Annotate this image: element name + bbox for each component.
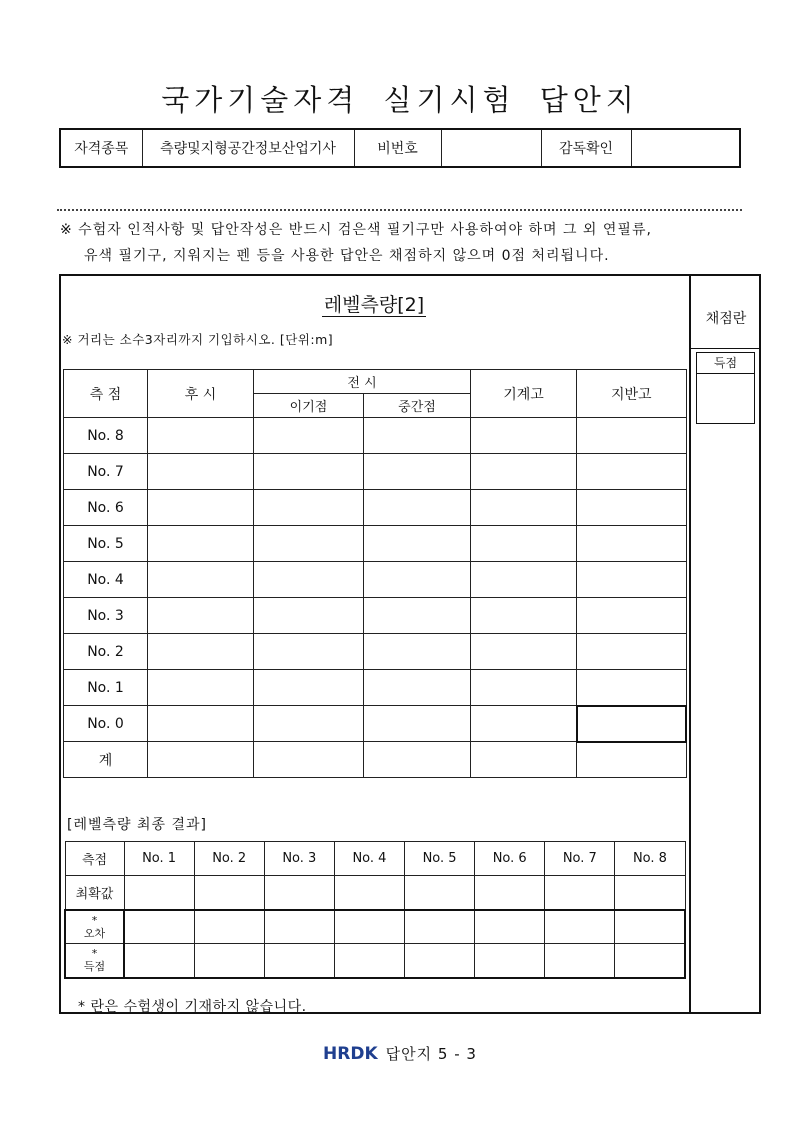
- answer-cell[interactable]: [471, 742, 577, 778]
- final-answer-cell[interactable]: [475, 944, 545, 978]
- final-station-header: No. 3: [264, 842, 334, 876]
- final-answer-cell[interactable]: [264, 876, 334, 910]
- grading-line: [691, 348, 761, 349]
- answer-cell[interactable]: [471, 490, 577, 526]
- answer-cell[interactable]: [364, 634, 471, 670]
- answer-cell[interactable]: [471, 526, 577, 562]
- final-answer-cell[interactable]: [124, 944, 194, 978]
- final-answer-cell[interactable]: [545, 910, 615, 944]
- answer-cell[interactable]: [254, 634, 364, 670]
- final-answer-cell[interactable]: [334, 910, 404, 944]
- grading-label: 채점란: [705, 311, 747, 327]
- final-answer-cell[interactable]: [405, 876, 475, 910]
- page-title: 국가기술자격 실기시험 답안지: [161, 83, 639, 117]
- station-label: No. 7: [64, 454, 148, 490]
- final-answer-cell[interactable]: [124, 910, 194, 944]
- answer-cell[interactable]: [364, 742, 471, 778]
- col-intermediate-point: 중간점: [364, 394, 471, 418]
- answer-cell[interactable]: [254, 490, 364, 526]
- final-answer-cell[interactable]: [334, 876, 404, 910]
- col-instrument-height: 기계고: [471, 370, 577, 418]
- final-result-label: [레벨측량 최종 결과]: [67, 817, 208, 833]
- answer-cell[interactable]: [254, 454, 364, 490]
- answer-cell[interactable]: [148, 742, 254, 778]
- station-label: No. 4: [64, 562, 148, 598]
- answer-cell[interactable]: [577, 562, 687, 598]
- answer-cell[interactable]: [577, 742, 687, 778]
- station-label: No. 1: [64, 670, 148, 706]
- answer-cell[interactable]: [254, 526, 364, 562]
- answer-cell[interactable]: [148, 634, 254, 670]
- answer-cell[interactable]: [577, 526, 687, 562]
- station-label: No. 2: [64, 634, 148, 670]
- exam-header-table: [59, 128, 741, 168]
- answer-cell[interactable]: [148, 598, 254, 634]
- notice: [60, 217, 750, 269]
- answer-cell[interactable]: [148, 490, 254, 526]
- final-station-header: No. 8: [615, 842, 685, 876]
- answer-cell[interactable]: [577, 706, 687, 742]
- answer-cell[interactable]: [254, 742, 364, 778]
- final-answer-cell[interactable]: [615, 876, 685, 910]
- hrdk-logo: HRDK: [323, 1044, 378, 1064]
- table-row: [64, 454, 687, 490]
- score-box: [696, 352, 755, 424]
- supervisor-field[interactable]: [631, 129, 740, 167]
- answer-cell[interactable]: [577, 598, 687, 634]
- final-answer-cell[interactable]: [405, 910, 475, 944]
- answer-cell[interactable]: [471, 418, 577, 454]
- answer-cell[interactable]: [577, 490, 687, 526]
- answer-cell[interactable]: [254, 670, 364, 706]
- answer-cell[interactable]: [364, 670, 471, 706]
- final-error-label: [65, 910, 124, 944]
- answer-cell[interactable]: [577, 418, 687, 454]
- score-label: 득점: [697, 353, 754, 374]
- section-title: [59, 290, 689, 317]
- answer-cell[interactable]: [471, 670, 577, 706]
- final-station-header: No. 6: [475, 842, 545, 876]
- final-station-header: No. 1: [124, 842, 194, 876]
- table-row: [64, 418, 687, 454]
- answer-cell[interactable]: [254, 706, 364, 742]
- col-foresight: 전 시: [254, 370, 471, 394]
- station-label: No. 0: [64, 706, 148, 742]
- answer-cell[interactable]: [148, 706, 254, 742]
- col-ground-height: 지반고: [577, 370, 687, 418]
- col-turning-point: 이기점: [254, 394, 364, 418]
- answer-cell[interactable]: [148, 526, 254, 562]
- answer-cell[interactable]: [364, 454, 471, 490]
- col-station: 측 점: [64, 370, 148, 418]
- answer-cell[interactable]: [254, 562, 364, 598]
- table-row: [64, 490, 687, 526]
- final-answer-cell[interactable]: [475, 910, 545, 944]
- notice-line-1: ※ 수험자 인적사항 및 답안작성은 반드시 검은색 필기구만 사용하여야 하며 그 외 연필류,: [60, 222, 652, 238]
- final-answer-cell[interactable]: [124, 876, 194, 910]
- final-answer-cell[interactable]: [264, 944, 334, 978]
- final-answer-cell[interactable]: [264, 910, 334, 944]
- answer-cell[interactable]: [148, 454, 254, 490]
- answer-cell[interactable]: [471, 598, 577, 634]
- foot-note: * 란은 수험생이 기재하지 않습니다.: [78, 999, 307, 1015]
- section-note: ※ 거리는 소수3자리까지 기입하시오. [단위:m]: [62, 332, 334, 347]
- answer-cell[interactable]: [364, 490, 471, 526]
- answer-cell[interactable]: [364, 526, 471, 562]
- table-row: [64, 562, 687, 598]
- table-row: [64, 634, 687, 670]
- answer-cell[interactable]: [364, 418, 471, 454]
- final-station-header: No. 2: [194, 842, 264, 876]
- answer-cell[interactable]: [148, 670, 254, 706]
- divider: [57, 209, 742, 211]
- final-answer-cell[interactable]: [545, 944, 615, 978]
- final-value-label: 최확값: [65, 876, 124, 910]
- final-answer-cell[interactable]: [475, 876, 545, 910]
- page-number: 답안지 5 - 3: [385, 1045, 477, 1063]
- answer-cell[interactable]: [254, 598, 364, 634]
- answer-cell[interactable]: [577, 670, 687, 706]
- answer-cell[interactable]: [471, 454, 577, 490]
- final-answer-cell[interactable]: [615, 944, 685, 978]
- answer-cell[interactable]: [471, 706, 577, 742]
- answer-cell[interactable]: [364, 706, 471, 742]
- answer-cell[interactable]: [254, 418, 364, 454]
- final-answer-cell[interactable]: [194, 910, 264, 944]
- final-answer-cell[interactable]: [334, 944, 404, 978]
- error-text: 오차: [83, 926, 106, 940]
- field-label: 자격종목: [60, 129, 142, 167]
- field-value: 측량및지형공간정보산업기사: [142, 129, 354, 167]
- station-label: No. 6: [64, 490, 148, 526]
- answer-cell[interactable]: [471, 562, 577, 598]
- answer-cell[interactable]: [577, 634, 687, 670]
- final-answer-cell[interactable]: [194, 876, 264, 910]
- score-star: *: [91, 947, 98, 961]
- station-label: No. 5: [64, 526, 148, 562]
- answer-cell[interactable]: [364, 562, 471, 598]
- station-label: 계: [64, 742, 148, 778]
- final-score-label: [65, 944, 124, 978]
- answer-cell[interactable]: [577, 454, 687, 490]
- score-text: 득점: [83, 960, 106, 974]
- final-answer-cell[interactable]: [194, 944, 264, 978]
- station-label: No. 3: [64, 598, 148, 634]
- final-station-header: No. 4: [334, 842, 404, 876]
- grading-divider: [689, 274, 691, 1014]
- final-header-label: 측점: [65, 842, 124, 876]
- final-station-header: No. 7: [545, 842, 615, 876]
- col-backsight: 후 시: [148, 370, 254, 418]
- level-table: [63, 369, 687, 778]
- answer-cell[interactable]: [364, 598, 471, 634]
- table-row: [64, 706, 687, 742]
- final-answer-cell[interactable]: [615, 910, 685, 944]
- table-row: [64, 742, 687, 778]
- table-row: [64, 670, 687, 706]
- answer-cell[interactable]: [148, 562, 254, 598]
- answer-cell[interactable]: [471, 634, 577, 670]
- table-row: [64, 526, 687, 562]
- section-title-text: 레벨측량[2]: [323, 294, 425, 316]
- final-station-header: No. 5: [405, 842, 475, 876]
- final-answer-cell[interactable]: [545, 876, 615, 910]
- final-answer-cell[interactable]: [405, 944, 475, 978]
- number-label: 비번호: [354, 129, 441, 167]
- supervisor-label: 감독확인: [541, 129, 631, 167]
- station-label: No. 8: [64, 418, 148, 454]
- notice-line-2: 유색 필기구, 지워지는 펜 등을 사용한 답안은 채점하지 않으며 0점 처리됩니다.: [84, 248, 610, 264]
- final-result-table: [64, 841, 686, 979]
- error-star: *: [91, 913, 98, 927]
- table-row: [64, 598, 687, 634]
- answer-cell[interactable]: [148, 418, 254, 454]
- number-field[interactable]: [441, 129, 541, 167]
- footer: [0, 1043, 800, 1064]
